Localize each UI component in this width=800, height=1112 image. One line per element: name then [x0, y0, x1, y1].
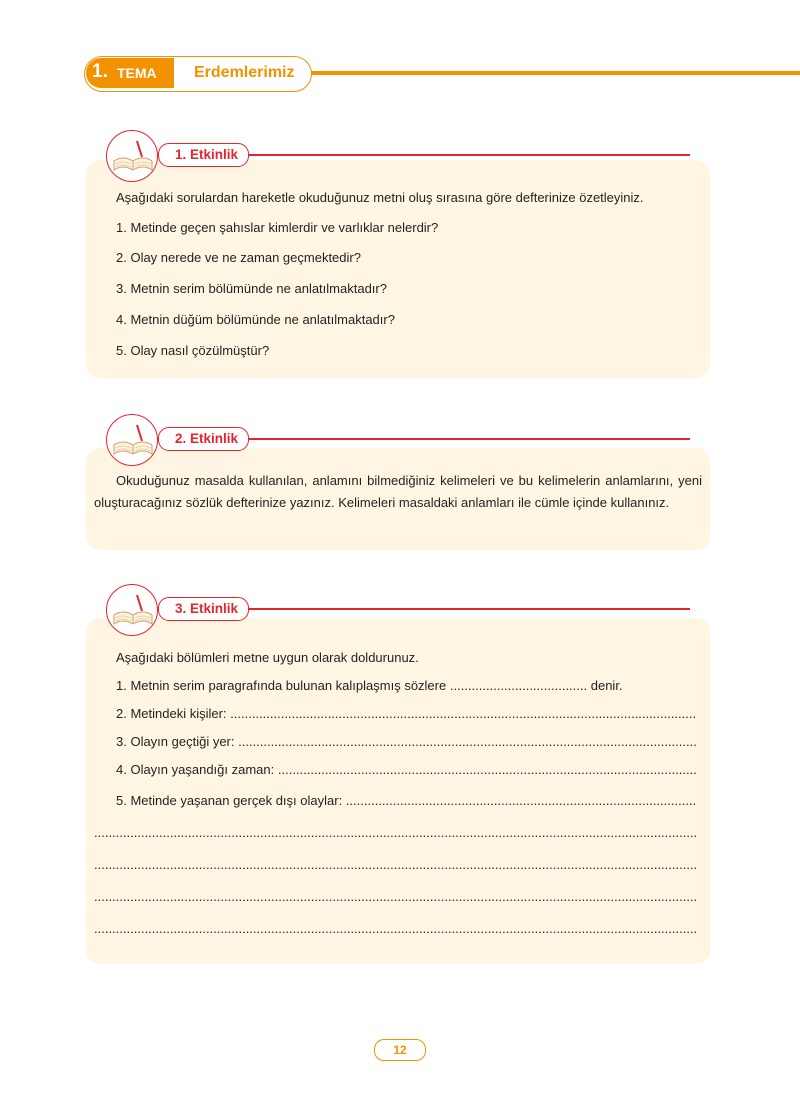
theme-header	[84, 56, 312, 92]
activity-3-item	[116, 762, 702, 778]
activity-2-header	[106, 414, 690, 464]
activity-1-badge	[106, 130, 158, 182]
activity-3-item-text: 5. Metinde yaşanan gerçek dışı olaylar:	[116, 793, 343, 808]
open-book-icon	[111, 591, 155, 631]
theme-number: 1.	[92, 61, 108, 82]
activity-3-item-text: 4. Olayın yaşandığı zaman:	[116, 762, 275, 777]
theme-title: Erdemlerimiz	[194, 64, 295, 81]
blank-fill-line: .......................................................................................................................................................................	[94, 857, 698, 872]
activity-1-question: 1. Metinde geçen şahıslar kimlerdir ve varlıklar nelerdir?	[116, 220, 439, 235]
activity-3-item	[116, 678, 623, 694]
blank-line	[94, 889, 702, 905]
activity-3-label: 3. Etkinlik	[158, 597, 249, 621]
blank-fill-line: .................................................................................................................................	[230, 706, 697, 721]
activity-1-question: 4. Metnin düğüm bölümünde ne anlatılmaktadır?	[116, 312, 395, 327]
activity-3-item-text: 3. Olayın geçtiği yer:	[116, 734, 235, 749]
activity-2-badge	[106, 414, 158, 466]
activity-3-item-text: 2. Metindeki kişiler:	[116, 706, 227, 721]
blank-fill-line: ...............................................................................................................................	[238, 734, 697, 749]
activity-2-paragraph: Okuduğunuz masalda kullanılan, anlamını bilmediğiniz kelimeleri ve bu kelimelerin anlamlarını, yeni oluşturacağınız sözlük defterinize yazınız. Kelimeleri masaldaki anlamları ile cümle içinde kullanınız.	[94, 473, 702, 510]
open-book-icon	[111, 421, 155, 461]
activity-1-header	[106, 130, 690, 180]
blank-fill-line: .......................................................................................................................................................................	[94, 921, 698, 936]
blank-line	[94, 857, 702, 873]
blank-line	[94, 921, 702, 937]
blank-line	[94, 825, 702, 841]
activity-3-box	[86, 618, 710, 964]
activity-3-header	[106, 584, 690, 634]
activity-1-question: 5. Olay nasıl çözülmüştür?	[116, 343, 270, 358]
blank-fill-line: ....................................................................................................................	[277, 762, 697, 777]
activity-3-badge	[106, 584, 158, 636]
activity-1-label: 1. Etkinlik	[158, 143, 249, 167]
header-rule	[300, 71, 800, 75]
blank-fill-line: .................................................................................................	[345, 793, 697, 808]
activity-1-instruction: Aşağıdaki sorulardan hareketle okuduğunuz metni oluş sırasına göre defterinize özetleyiniz.	[116, 190, 644, 205]
activity-3-item	[116, 706, 702, 722]
activity-1-question: 3. Metnin serim bölümünde ne anlatılmaktadır?	[116, 281, 387, 296]
blank-fill-line: ......................................	[449, 678, 588, 693]
activity-3-item-text: denir.	[590, 678, 623, 693]
activity-2-label: 2. Etkinlik	[158, 427, 249, 451]
activity-3-item	[116, 734, 702, 750]
blank-fill-line: .......................................................................................................................................................................	[94, 825, 698, 840]
page-number: 12	[374, 1039, 426, 1061]
open-book-icon	[111, 137, 155, 177]
activity-1-question: 2. Olay nerede ve ne zaman geçmektedir?	[116, 250, 361, 265]
activity-3-item-text: 1. Metnin serim paragrafında bulunan kalıplaşmış sözlere	[116, 678, 447, 693]
theme-word: TEMA	[117, 65, 157, 81]
blank-fill-line: .......................................................................................................................................................................	[94, 889, 698, 904]
activity-3-item	[116, 793, 702, 809]
activity-3-instruction: Aşağıdaki bölümleri metne uygun olarak doldurunuz.	[116, 650, 419, 665]
